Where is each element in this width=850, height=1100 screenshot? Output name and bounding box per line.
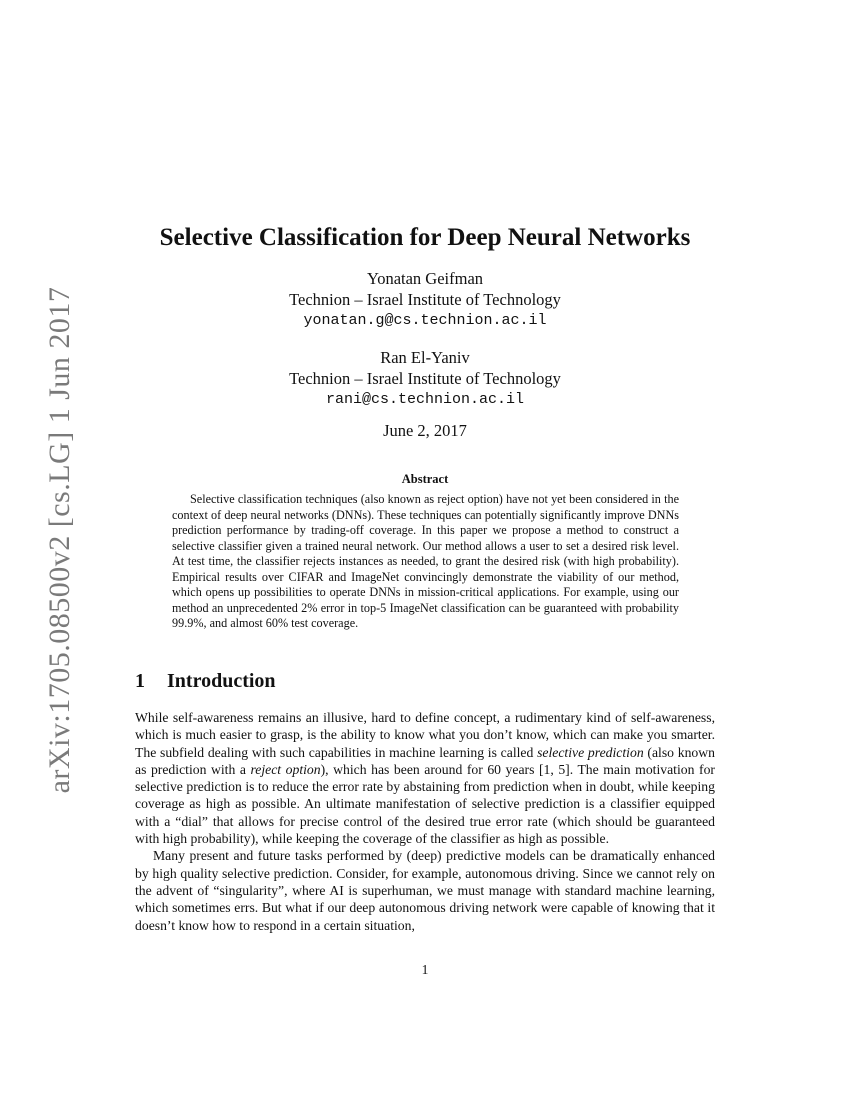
abstract-text: Selective classification techniques (also known as reject option) have not yet been considered in the context of deep neural networks (DNNs). These techniques can potentially significantly improve DNNs prediction performance by trading-off coverage. In this paper we propose a method to construct a selective classifier given a trained neural network. Our method allows a user to set a desired risk level. At test time, the classifier rejects instances as needed, to grant the desired risk (with high probability). Empirical results over CIFAR and ImageNet convincingly demonstrate the viability of our method, which opens up possibilities to operate DNNs in mission-critical applications. For example, using our method an unprecedented 2% error in top-5 ImageNet classification can be guaranteed with probability 99.9%, and almost 60% test coverage.	[172, 492, 679, 630]
section-number: 1	[135, 670, 145, 692]
paragraph-2: Many present and future tasks performed by (deep) predictive models can be dramatically enhanced by high quality selective prediction. Consider, for example, autonomous driving. Since we cannot rely on the advent of “singularity”, where AI is superhuman, we must manage with standard machine learning, which sometimes errs. But what if our deep autonomous driving network were capable of knowing that it doesn’t know how to respond in a certain situation,	[135, 848, 715, 933]
author-email: yonatan.g@cs.technion.ac.il	[303, 312, 547, 329]
abstract-heading: Abstract	[401, 472, 449, 486]
author-name: Ran El-Yaniv	[380, 348, 470, 367]
paragraph-1-part-3: ), which has been around for 60 years [1, 5]. The main motivation for selective prediction is to reduce the error rate by abstaining from prediction when in doubt, while keeping coverage as high as possible. An ultimate manifestation of selective prediction is a classifier equipped with a “dial” that allows for precise control of the desired true error rate (which should be guaranteed with high probability), while keeping the coverage of the classifier as high as possible.	[135, 761, 715, 847]
section-heading	[135, 670, 276, 693]
author-affiliation: Technion – Israel Institute of Technology	[289, 369, 561, 388]
author-affiliation: Technion – Israel Institute of Technology	[289, 290, 561, 309]
page-number: 1	[421, 962, 429, 977]
paragraph-1	[135, 709, 715, 847]
author-block-2	[0, 347, 850, 410]
author-block-1	[0, 268, 850, 331]
author-name: Yonatan Geifman	[366, 269, 484, 288]
author-email: rani@cs.technion.ac.il	[325, 391, 525, 408]
paper-title: Selective Classification for Deep Neural Networks	[159, 224, 691, 251]
body-text	[135, 709, 715, 934]
arxiv-identifier-stamp: arXiv:1705.08500v2 [cs.LG] 1 Jun 2017	[43, 286, 76, 794]
paragraph-1-part-2: (also known as prediction with a	[135, 744, 715, 777]
section-title: Introduction	[167, 670, 276, 692]
publication-date: June 2, 2017	[383, 421, 467, 440]
emphasis-selective-prediction: selective prediction	[537, 744, 644, 760]
paragraph-1-part-1: While self-awareness remains an illusive, hard to define concept, a rudimentary kind of self-awareness, which is much easier to grasp, is the ability to know what you don’t know, which can make you smarter. The subfield dealing with such capabilities in machine learning is called	[135, 710, 715, 760]
emphasis-reject-option: reject option	[250, 761, 321, 777]
